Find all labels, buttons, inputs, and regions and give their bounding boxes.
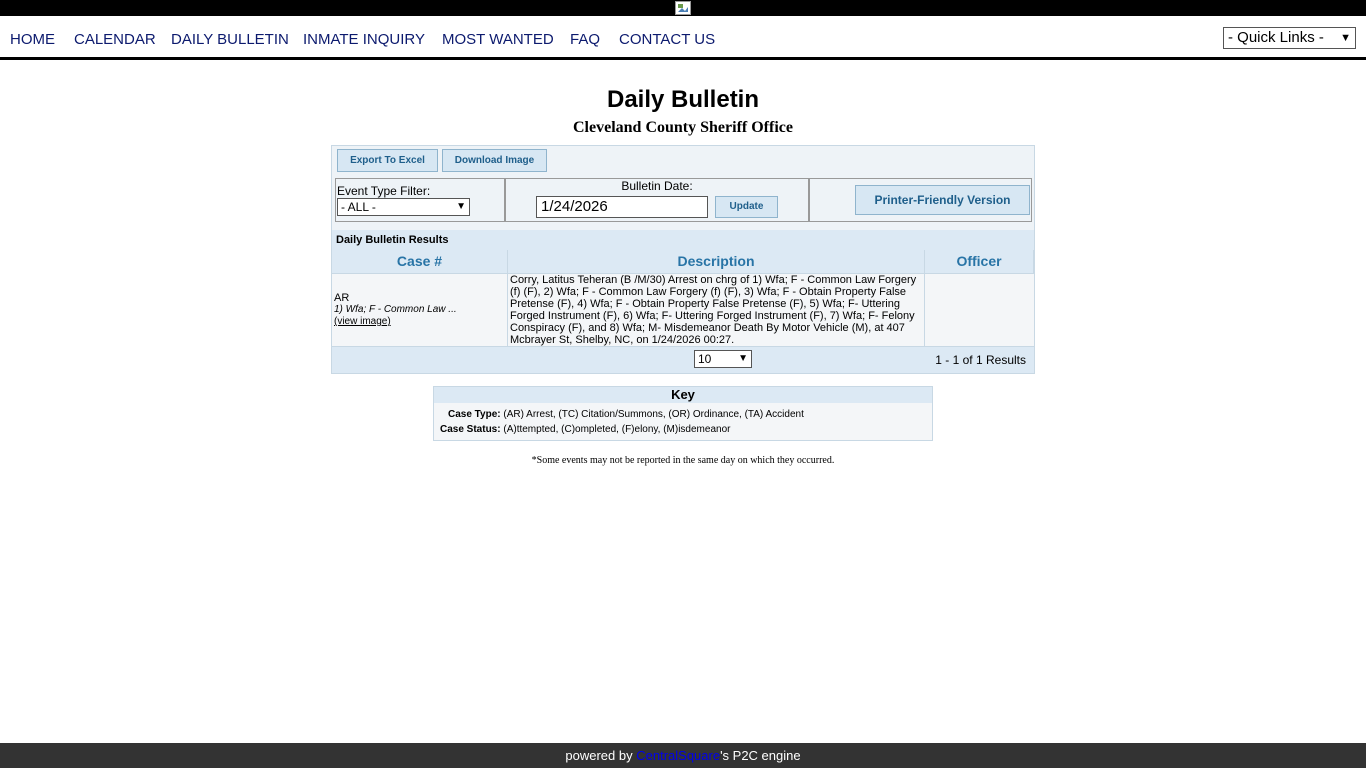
view-image-link[interactable]: (view image)	[334, 316, 391, 327]
nav-contact-us-link[interactable]: CONTACT US	[619, 31, 716, 48]
event-type-filter-label: Event Type Filter:	[337, 184, 431, 198]
table-row	[332, 273, 1034, 347]
nav-daily-bulletin-link[interactable]: DAILY BULLETIN	[171, 31, 289, 48]
footnote: *Some events may not be reported in the same day on which they occurred.	[531, 455, 835, 466]
page-title: Daily Bulletin	[606, 86, 760, 113]
footer	[0, 743, 1366, 768]
key-case-type-line	[448, 409, 804, 420]
bulletin-date-label: Bulletin Date:	[621, 179, 693, 193]
download-image-button[interactable]: Download Image	[442, 149, 547, 172]
key-case-status-line	[440, 424, 730, 435]
page-subtitle: Cleveland County Sheriff Office	[573, 119, 793, 136]
case-type: AR	[334, 292, 350, 304]
key-title: Key	[434, 387, 932, 403]
export-to-excel-button[interactable]: Export To Excel	[337, 149, 438, 172]
bulletin-panel	[331, 145, 1035, 374]
legend-key	[433, 386, 933, 441]
nav-home-link[interactable]: HOME	[10, 31, 55, 48]
event-type-select[interactable]	[337, 198, 470, 216]
chevron-down-icon: ▼	[456, 201, 466, 212]
key-case-status-label: Case Status:	[440, 424, 501, 435]
broken-image-icon	[675, 1, 691, 15]
update-button[interactable]: Update	[715, 196, 778, 218]
key-case-type-text: (AR) Arrest, (TC) Citation/Summons, (OR) Ordinance, (TA) Accident	[503, 409, 804, 420]
top-banner	[0, 0, 1366, 16]
quick-links-select[interactable]	[1223, 27, 1356, 49]
officer-cell	[925, 274, 1034, 346]
case-summary: 1) Wfa; F - Common Law ...	[334, 304, 457, 315]
event-type-select-value: - ALL -	[341, 200, 376, 214]
case-cell	[332, 274, 508, 346]
footer-prefix: powered by	[565, 748, 633, 763]
nav-faq-link[interactable]: FAQ	[570, 31, 601, 48]
results-header: Daily Bulletin Results	[332, 230, 1034, 250]
event-type-filter-box	[335, 178, 505, 222]
key-case-status-text: (A)ttempted, (C)ompleted, (F)elony, (M)isdemeanor	[503, 424, 731, 435]
page-size-value: 10	[698, 352, 712, 366]
nav-calendar-link[interactable]: CALENDAR	[74, 31, 156, 48]
footer-suffix: 's P2C engine	[720, 748, 801, 763]
bulletin-date-box	[505, 178, 809, 222]
quick-links-label: - Quick Links -	[1228, 29, 1324, 46]
printer-friendly-button[interactable]: Printer-Friendly Version	[855, 185, 1030, 215]
column-header-case: Case #	[332, 250, 508, 273]
page-size-select[interactable]	[694, 350, 752, 368]
chevron-down-icon: ▼	[1340, 32, 1351, 44]
key-case-type-label: Case Type:	[448, 409, 501, 420]
bulletin-date-input[interactable]: 1/24/2026	[536, 196, 708, 218]
results-count: 1 - 1 of 1 Results	[935, 353, 1026, 367]
nav-inmate-inquiry-link[interactable]: INMATE INQUIRY	[303, 31, 425, 48]
nav-most-wanted-link[interactable]: MOST WANTED	[442, 31, 554, 48]
column-header-description: Description	[508, 250, 925, 273]
column-header-officer: Officer	[925, 250, 1034, 273]
main-navigation	[0, 16, 1366, 60]
description-cell: Corry, Latitus Teheran (B /M/30) Arrest on chrg of 1) Wfa; F - Common Law Forgery (f) (F), 2) Wfa; F - Common Law Forgery (f) (F), 3) Wfa; F - Obtain Property False Pretense (F), 4) Wfa; F - Obtain Property False Pretense (F), 5) Wfa; F- Uttering Forged Instrument (F), 6) Wfa; F- Uttering Forged Instrument (F), 7) Wfa; F- Felony Conspiracy (F), and 8) Wfa; M- Misdemeanor Death By Motor Vehicle (M), at 407 Mcbrayer St, Shelby, NC, on 1/24/2026 00:27.	[508, 274, 925, 346]
pagination-bar	[332, 347, 1034, 373]
chevron-down-icon: ▼	[738, 353, 748, 364]
centralsquare-link[interactable]: CentralSquare	[636, 748, 721, 763]
printer-friendly-box	[809, 178, 1032, 222]
